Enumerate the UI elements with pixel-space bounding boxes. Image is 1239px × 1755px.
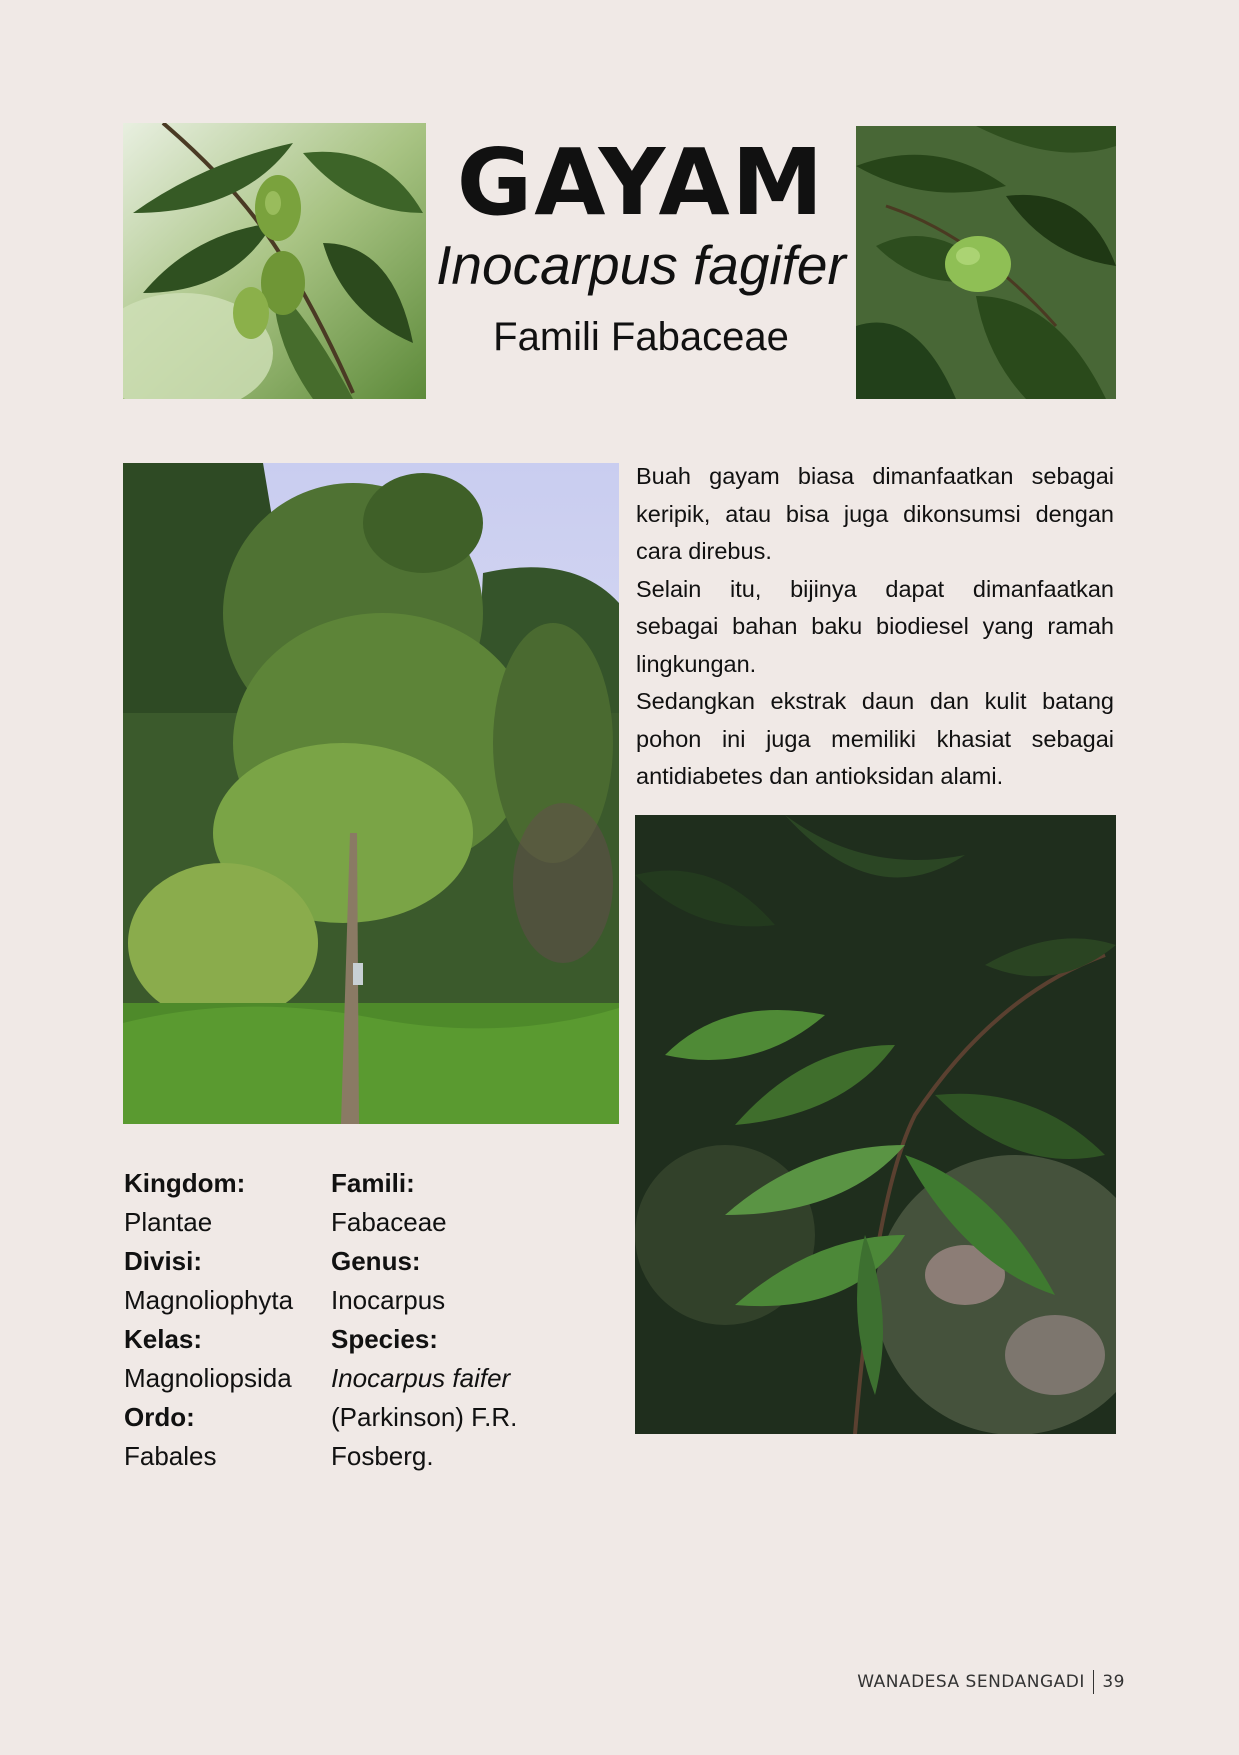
photo-gayam-tree	[123, 463, 619, 1124]
divisi-value: Magnoliophyta	[124, 1285, 294, 1315]
scientific-name: Inocarpus fagifer	[436, 234, 846, 296]
description-paragraph: Buah gayam biasa dimanfaatkan sebagai keripik, atau bisa juga dikonsumsi dengan cara direbus.	[636, 463, 1114, 564]
photo-gayam-fruits	[123, 123, 426, 399]
species-author-line-2: Fosberg.	[331, 1441, 434, 1471]
description-paragraph: Selain itu, bijinya dapat dimanfaatkan sebagai bahan baku biodiesel yang ramah lingkungan.	[636, 575, 1114, 677]
famili-label: Famili:	[331, 1168, 415, 1198]
genus-label: Genus:	[331, 1246, 421, 1276]
kingdom-label: Kingdom:	[124, 1168, 246, 1198]
species-value: Inocarpus faifer	[331, 1363, 511, 1393]
common-name-title: GAYAM	[456, 129, 826, 236]
kingdom-value: Plantae	[124, 1207, 213, 1237]
species-label: Species:	[331, 1324, 438, 1354]
photo-gayam-leaves	[635, 815, 1116, 1434]
famili-value: Fabaceae	[331, 1207, 447, 1237]
ordo-value: Fabales	[124, 1441, 217, 1471]
photo-gayam-fruit-leaves	[856, 126, 1116, 399]
kelas-label: Kelas:	[124, 1324, 203, 1354]
description-paragraph: Sedangkan ekstrak daun dan kulit batang pohon ini juga memiliki khasiat sebagai antidiabetes dan antioksidan alami.	[636, 688, 1114, 789]
page-footer	[857, 1670, 1125, 1694]
family-name: Famili Fabaceae	[493, 315, 789, 359]
page-number: 39	[1102, 1672, 1125, 1692]
genus-value: Inocarpus	[331, 1285, 446, 1315]
species-author-line-1: (Parkinson) F.R.	[331, 1402, 518, 1432]
description-text	[636, 458, 1114, 796]
kelas-value: Magnoliopsida	[124, 1363, 292, 1393]
divisi-label: Divisi:	[124, 1246, 203, 1276]
publication-name: WANADESA SENDANGADI	[857, 1672, 1085, 1692]
ordo-label: Ordo:	[124, 1402, 195, 1432]
taxonomy-right-column	[331, 1164, 591, 1476]
footer-divider	[1093, 1670, 1095, 1694]
taxonomy-left-column	[124, 1164, 324, 1476]
